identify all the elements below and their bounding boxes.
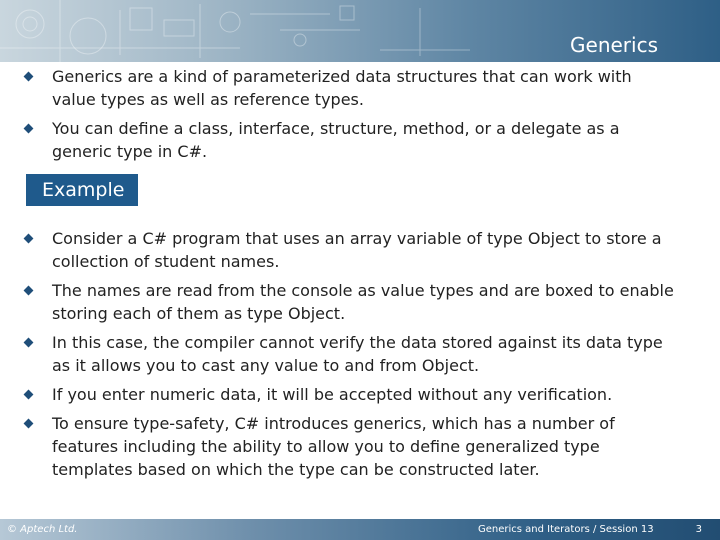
- bullet-text: In this case, the compiler cannot verify the data stored against its data type as it allows you to cast any value to and from Object.: [52, 333, 663, 375]
- bullet-text: Consider a C# program that uses an array variable of type Object to store a collection of student names.: [52, 229, 662, 271]
- bullet-text: To ensure type-safety, C# introduces generics, which has a number of features including the ability to allow you to define generalized type templates based on which the type can be constructed later.: [52, 414, 615, 479]
- diamond-bullet-icon: [24, 72, 34, 82]
- diamond-bullet-icon: [24, 234, 34, 244]
- slide-title: Generics: [570, 33, 658, 57]
- diamond-bullet-icon: [24, 419, 34, 429]
- bullet-text: You can define a class, interface, structure, method, or a delegate as a generic type in C#.: [52, 119, 620, 161]
- list-item: [0, 412, 720, 481]
- list-item: [0, 117, 720, 163]
- copyright-text: © Aptech Ltd.: [7, 524, 78, 535]
- slide-footer: [0, 519, 720, 540]
- list-item: [0, 65, 720, 111]
- session-text: Generics and Iterators / Session 13: [478, 524, 654, 535]
- diamond-bullet-icon: [24, 124, 34, 134]
- list-item: [0, 383, 720, 406]
- section-label-example: Example: [26, 174, 138, 206]
- bullet-text: Generics are a kind of parameterized data structures that can work with value types as well as reference types.: [52, 67, 632, 109]
- list-item: [0, 331, 720, 377]
- list-item: [0, 279, 720, 325]
- intro-bullet-list: [0, 65, 720, 169]
- example-bullet-list: [0, 227, 720, 487]
- bullet-text: If you enter numeric data, it will be accepted without any verification.: [52, 385, 613, 404]
- diamond-bullet-icon: [24, 390, 34, 400]
- page-number: 3: [695, 524, 702, 535]
- list-item: [0, 227, 720, 273]
- diamond-bullet-icon: [24, 338, 34, 348]
- diamond-bullet-icon: [24, 286, 34, 296]
- bullet-text: The names are read from the console as value types and are boxed to enable storing each of them as type Object.: [52, 281, 674, 323]
- slide-header: [0, 0, 720, 62]
